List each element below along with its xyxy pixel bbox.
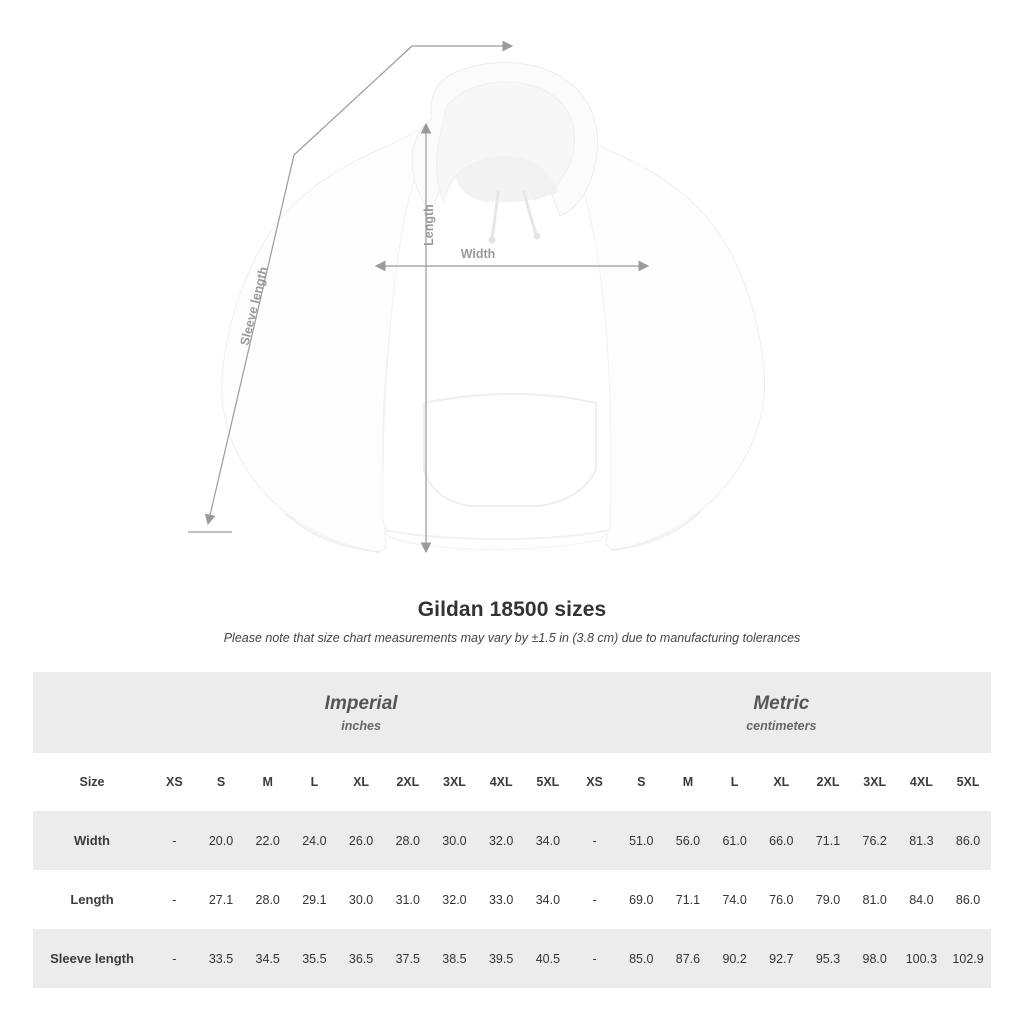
cell-length-imperial-3xl: 32.0 — [431, 870, 478, 929]
cell-width-metric-3xl: 76.2 — [851, 811, 898, 870]
cell-sleeve-metric-m: 87.6 — [665, 929, 712, 988]
cell-width-metric-5xl: 86.0 — [945, 811, 992, 870]
size-header-row — [33, 753, 991, 811]
cell-width-metric-l: 61.0 — [711, 811, 758, 870]
cell-width-metric-xl: 66.0 — [758, 811, 805, 870]
cell-width-imperial-4xl: 32.0 — [478, 811, 525, 870]
cell-length-imperial-l: 29.1 — [291, 870, 338, 929]
system-blank-cell — [33, 672, 151, 753]
header-size: Size — [33, 753, 151, 811]
cell-sleeve-imperial-2xl: 37.5 — [384, 929, 431, 988]
system-metric-name: Metric — [753, 693, 810, 715]
cell-sleeve-metric-l: 90.2 — [711, 929, 758, 988]
cell-sleeve-imperial-3xl: 38.5 — [431, 929, 478, 988]
cell-sleeve-imperial-5xl: 40.5 — [525, 929, 572, 988]
cell-length-metric-s: 69.0 — [618, 870, 665, 929]
cell-length-metric-m: 71.1 — [665, 870, 712, 929]
cell-width-imperial-3xl: 30.0 — [431, 811, 478, 870]
cell-length-imperial-4xl: 33.0 — [478, 870, 525, 929]
cell-width-imperial-5xl: 34.0 — [525, 811, 572, 870]
hoodie-shape — [222, 62, 765, 552]
cell-length-metric-3xl: 81.0 — [851, 870, 898, 929]
header-size-metric-3xl: 3XL — [863, 775, 887, 789]
cell-sleeve-imperial-4xl: 39.5 — [478, 929, 525, 988]
cell-width-imperial-m: 22.0 — [244, 811, 291, 870]
size-table-container — [33, 672, 991, 988]
cell-sleeve-imperial-xs: - — [151, 929, 198, 988]
header-size-metric-4xl: 4XL — [909, 775, 933, 789]
cell-length-imperial-m: 28.0 — [244, 870, 291, 929]
label-sleeve-length: Sleeve length — [237, 265, 271, 347]
cell-width-metric-4xl: 81.3 — [898, 811, 945, 870]
header-size-imperial-3xl: 3XL — [443, 775, 466, 789]
cell-sleeve-metric-s: 85.0 — [618, 929, 665, 988]
cell-length-metric-5xl: 86.0 — [945, 870, 992, 929]
header-size-metric-l: L — [730, 775, 739, 789]
header-size-metric-s: S — [637, 775, 646, 789]
system-imperial — [151, 672, 571, 753]
system-imperial-name: Imperial — [324, 693, 398, 715]
header-size-metric-xs: XS — [586, 775, 603, 789]
table-row — [33, 870, 991, 929]
cell-width-imperial-s: 20.0 — [198, 811, 245, 870]
cell-length-imperial-5xl: 34.0 — [525, 870, 572, 929]
cell-length-imperial-s: 27.1 — [198, 870, 245, 929]
row-label-width: Width — [33, 811, 151, 870]
cell-sleeve-metric-3xl: 98.0 — [851, 929, 898, 988]
cell-sleeve-metric-5xl: 102.9 — [945, 929, 992, 988]
cell-length-imperial-2xl: 31.0 — [384, 870, 431, 929]
cell-length-metric-4xl: 84.0 — [898, 870, 945, 929]
size-chart-table — [33, 672, 991, 988]
header-size-imperial-4xl: 4XL — [489, 775, 513, 789]
cell-width-imperial-2xl: 28.0 — [384, 811, 431, 870]
cell-width-imperial-xl: 26.0 — [338, 811, 385, 870]
page-title: Gildan 18500 sizes — [417, 598, 607, 621]
header-size-metric-m: M — [682, 775, 694, 789]
label-length: Length — [422, 204, 436, 246]
cell-sleeve-metric-xl: 92.7 — [758, 929, 805, 988]
cell-length-metric-l: 74.0 — [711, 870, 758, 929]
cell-length-imperial-xs: - — [151, 870, 198, 929]
cell-sleeve-imperial-l: 35.5 — [291, 929, 338, 988]
cell-length-imperial-xl: 30.0 — [338, 870, 385, 929]
cell-length-metric-xl: 76.0 — [758, 870, 805, 929]
cell-width-imperial-l: 24.0 — [291, 811, 338, 870]
cell-sleeve-metric-xs: - — [571, 929, 618, 988]
system-metric-unit: centimeters — [746, 718, 817, 733]
table-row — [33, 811, 991, 870]
table-row — [33, 929, 991, 988]
cell-length-metric-xs: - — [571, 870, 618, 929]
cell-sleeve-imperial-m: 34.5 — [244, 929, 291, 988]
title-block — [0, 598, 1024, 645]
cell-sleeve-imperial-s: 33.5 — [198, 929, 245, 988]
cell-sleeve-metric-4xl: 100.3 — [898, 929, 945, 988]
cell-width-metric-m: 56.0 — [665, 811, 712, 870]
header-size-imperial-2xl: 2XL — [396, 775, 420, 789]
system-metric — [571, 672, 991, 753]
system-header-row — [33, 672, 991, 753]
cell-sleeve-imperial-xl: 36.5 — [338, 929, 385, 988]
cell-width-imperial-xs: - — [151, 811, 198, 870]
header-size-metric-xl: XL — [773, 775, 790, 789]
row-label-length: Length — [33, 870, 151, 929]
cell-sleeve-metric-2xl: 95.3 — [805, 929, 852, 988]
cell-width-metric-2xl: 71.1 — [805, 811, 852, 870]
header-size-imperial-l: L — [310, 775, 319, 789]
header-size-metric-2xl: 2XL — [816, 775, 840, 789]
row-label-sleeve-length: Sleeve length — [33, 929, 151, 988]
header-size-imperial-5xl: 5XL — [536, 775, 560, 789]
header-size-imperial-m: M — [262, 775, 273, 789]
cell-width-metric-s: 51.0 — [618, 811, 665, 870]
header-size-imperial-xs: XS — [166, 775, 183, 789]
header-size-imperial-xl: XL — [353, 775, 370, 789]
header-size-metric-5xl: 5XL — [956, 775, 980, 789]
system-imperial-unit: inches — [341, 718, 381, 733]
cell-length-metric-2xl: 79.0 — [805, 870, 852, 929]
label-width: Width — [460, 247, 496, 261]
tolerance-note: Please note that size chart measurements may vary by ±1.5 in (3.8 cm) due to manufacturing tolerances — [223, 631, 801, 645]
cell-width-metric-xs: - — [571, 811, 618, 870]
header-size-imperial-s: S — [216, 775, 226, 789]
